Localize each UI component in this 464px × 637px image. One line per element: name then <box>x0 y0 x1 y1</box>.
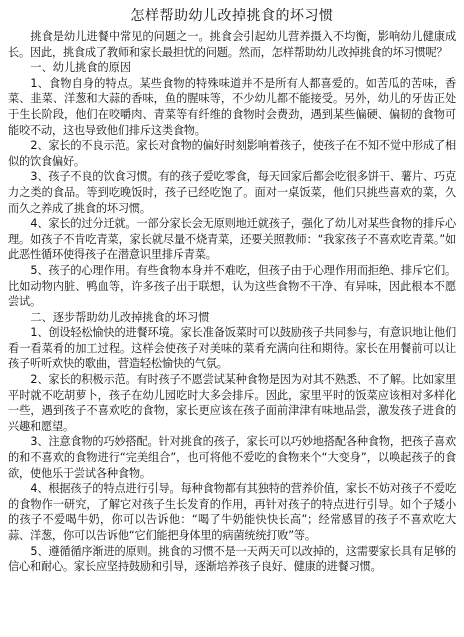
section-heading-causes: 一、幼儿挑食的原因 <box>30 61 132 75</box>
method-5-paragraph: 5、遵循循序渐进的原则。挑食的习惯不是一天两天可以改掉的，这需要家长具有足够的信心和耐心。家长应坚持鼓励和引导，逐渐培养孩子良好、健康的进餐习惯。 <box>8 544 456 574</box>
cause-4-paragraph: 4、家长的过分迁就。一部分家长会无原则地迁就孩子，强化了幼儿对某些食物的排斥心理。如孩子不肯吃青菜，家长就尽量不烧青菜，还要关照教师：“我家孩子不喜欢吃青菜。”如此恶性循环使得孩子在潜意识里排斥青菜。 <box>8 217 456 262</box>
cause-5-paragraph: 5、孩子的心理作用。有些食物本身并不难吃，但孩子由于心理作用而拒绝、排斥它们。比如动物内脏、鸭血等，许多孩子出于联想，认为这些食物不干净、有异味，因此根本不愿尝试。 <box>8 263 456 309</box>
document-title: 怎样帮助幼儿改掉挑食的坏习惯 <box>130 8 334 24</box>
method-3-paragraph: 3、注意食物的巧妙搭配。针对挑食的孩子，家长可以巧妙地搭配各种食物，把孩子喜欢的和不喜欢的食物进行“完美组合”，也可将他不爱吃的食物来个“大变身”，以唤起孩子的食欲，使他乐于尝试各种食物。 <box>8 435 456 480</box>
section-heading-methods: 二、逐步帮助幼儿改掉挑食的坏习惯 <box>30 310 210 324</box>
method-1-paragraph: 1、创设轻松愉快的进餐环境。家长准备饭菜时可以鼓励孩子共同参与，有意识地让他们看一看菜肴的加工过程。这样会使孩子对美味的菜肴充满向往和期待。家长在用餐前可以让孩子听听欢快的歌曲，营造轻松愉快的气氛。 <box>8 326 456 371</box>
cause-3-paragraph: 3、孩子不良的饮食习惯。有的孩子爱吃零食，每天回家后都会吃很多饼干、薯片、巧克力之类的食品。等到吃晚饭时，孩子已经吃饱了。面对一桌饭菜，他们只挑些喜欢的菜，久而久之养成了挑食的坏习惯。 <box>8 170 456 215</box>
cause-1-paragraph: 1、食物自身的特点。某些食物的特殊味道并不是所有人都喜爱的。如苦瓜的苦味，香菜、韭菜、洋葱和大蒜的香味，鱼的腥味等，不少幼儿都不能接受。另外，幼儿的牙齿正处于生长阶段，他们在咬嚼肉、青菜等有纤维的食物时会费劲，遇到某些偏硬、偏韧的食物可能咬不动，这也导致他们排斥这类食物。 <box>8 76 456 137</box>
intro-paragraph: 挑食是幼儿进餐中常见的问题之一。挑食会引起幼儿营养摄入不均衡，影响幼儿健康成长。因此，挑食成了教师和家长最担忧的问题。然而，怎样帮助幼儿改掉挑食的坏习惯呢？ <box>8 30 456 59</box>
cause-2-paragraph: 2、家长的不良示范。家长对食物的偏好时刻影响着孩子，使孩子在不知不觉中形成了相似的饮食偏好。 <box>8 139 456 168</box>
method-4-paragraph: 4、根据孩子的特点进行引导。每种食物都有其独特的营养价值，家长不妨对孩子不爱吃的食物作一研究，了解它对孩子生长发育的作用，再针对孩子的特点进行引导。如个子矮小的孩子不爱喝牛奶，你可以告诉他：“喝了牛奶能快快长高”；经常感冒的孩子不喜欢吃大蒜、洋葱，你可以告诉他“它们能把身体里的病菌统统打败”等。 <box>8 482 456 542</box>
method-2-paragraph: 2、家长的积极示范。有时孩子不愿尝试某种食物是因为对其不熟悉、不了解。比如家里平时就不吃胡萝卜，孩子在幼儿园吃时大多会排斥。因此，家里平时的饭菜应该相对多样化一些，遇到孩子不喜欢吃的食物，家长更应该在孩子面前津津有味地品尝，激发孩子进食的兴趣和愿望。 <box>8 373 456 433</box>
